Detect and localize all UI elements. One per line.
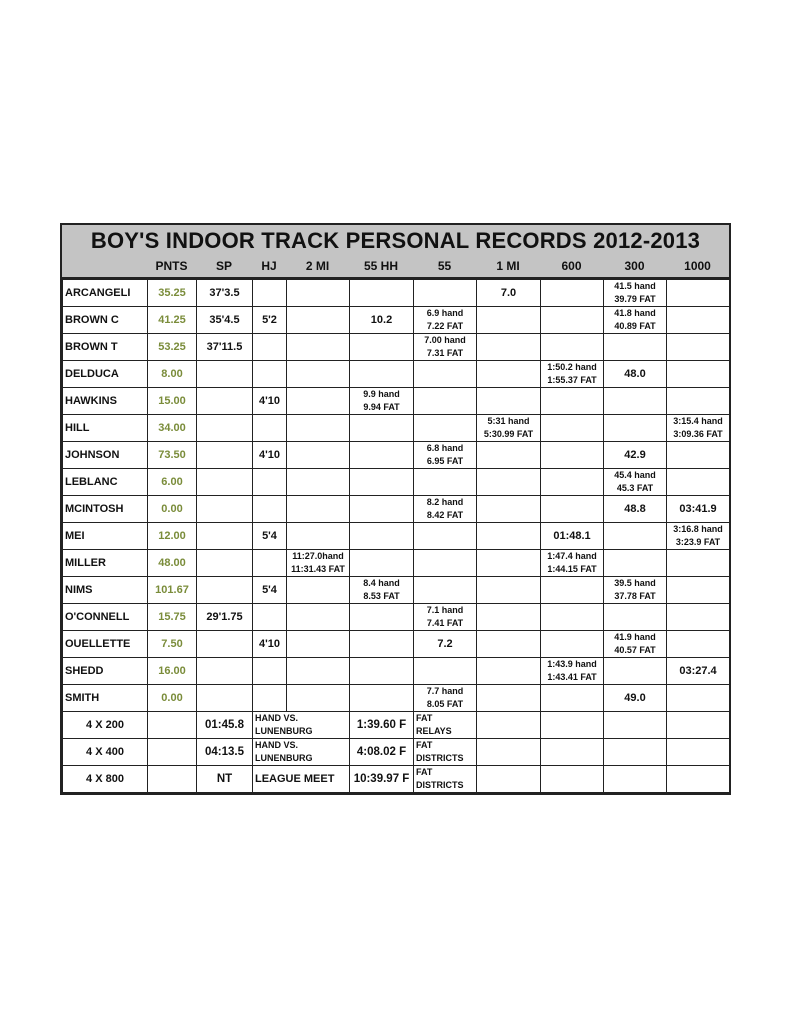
sheet-header [62, 225, 729, 279]
record-cell-m300: 49.0 [604, 685, 667, 712]
relay-fat-time: 10:39.97 F [350, 766, 414, 793]
record-cell-mi1 [477, 388, 541, 415]
empty-cell [541, 712, 604, 739]
record-cell-m1000 [667, 307, 730, 334]
record-cell-sp: 37'3.5 [197, 280, 253, 307]
record-cell-pnts: 15.00 [148, 388, 197, 415]
record-cell-mi2 [287, 469, 350, 496]
record-cell-m55: 6.9 hand 7.22 FAT [414, 307, 477, 334]
record-cell-m600 [541, 685, 604, 712]
empty-cell [477, 712, 541, 739]
empty-cell [541, 766, 604, 793]
relay-pnts [148, 739, 197, 766]
column-headers [62, 259, 729, 275]
athlete-name: DELDUCA [63, 361, 148, 388]
record-cell-mi1 [477, 334, 541, 361]
record-cell-m1000 [667, 604, 730, 631]
record-cell-mi1 [477, 685, 541, 712]
record-cell-pnts: 53.25 [148, 334, 197, 361]
record-cell-hj [253, 658, 287, 685]
record-cell-mi2 [287, 442, 350, 469]
relay-event: 4 X 800 [63, 766, 148, 793]
table-row [63, 631, 730, 658]
table-row [63, 496, 730, 523]
record-cell-m600 [541, 415, 604, 442]
empty-cell [604, 712, 667, 739]
record-cell-m55: 7.7 hand 8.05 FAT [414, 685, 477, 712]
record-cell-pnts: 15.75 [148, 604, 197, 631]
column-header: 55 [437, 259, 452, 273]
relay-fat-note: FAT RELAYS [414, 712, 477, 739]
record-cell-m600 [541, 604, 604, 631]
record-cell-pnts: 8.00 [148, 361, 197, 388]
relay-note: HAND VS. LUNENBURG [253, 739, 350, 766]
record-cell-sp [197, 469, 253, 496]
record-cell-m1000 [667, 361, 730, 388]
empty-cell [667, 766, 730, 793]
record-cell-hj: 5'4 [253, 577, 287, 604]
record-cell-m1000 [667, 469, 730, 496]
record-cell-m55: 7.2 [414, 631, 477, 658]
column-header: 1 MI [496, 259, 520, 273]
relay-event: 4 X 400 [63, 739, 148, 766]
relay-note: HAND VS. LUNENBURG [253, 712, 350, 739]
relay-row [63, 712, 730, 739]
record-cell-hj: 4'10 [253, 388, 287, 415]
record-cell-pnts: 0.00 [148, 685, 197, 712]
record-cell-hh55: 10.2 [350, 307, 414, 334]
empty-cell [667, 739, 730, 766]
record-cell-m1000: 3:16.8 hand 3:23.9 FAT [667, 523, 730, 550]
column-header: 2 MI [305, 259, 330, 273]
record-cell-mi2 [287, 415, 350, 442]
relay-pnts [148, 766, 197, 793]
record-cell-m55 [414, 280, 477, 307]
table-row [63, 415, 730, 442]
record-cell-hh55 [350, 415, 414, 442]
record-cell-sp [197, 523, 253, 550]
record-cell-m55 [414, 523, 477, 550]
record-cell-m600 [541, 442, 604, 469]
record-cell-mi1 [477, 469, 541, 496]
record-cell-m600 [541, 388, 604, 415]
record-cell-m300 [604, 604, 667, 631]
record-cell-m1000 [667, 577, 730, 604]
table-row [63, 523, 730, 550]
record-cell-m1000 [667, 685, 730, 712]
record-cell-mi1 [477, 604, 541, 631]
record-cell-hh55 [350, 469, 414, 496]
table-row [63, 280, 730, 307]
record-cell-mi1 [477, 631, 541, 658]
record-cell-m600 [541, 469, 604, 496]
record-cell-hj: 4'10 [253, 442, 287, 469]
record-cell-m1000 [667, 388, 730, 415]
record-cell-sp: 37'11.5 [197, 334, 253, 361]
records-table [62, 279, 730, 793]
record-cell-sp [197, 442, 253, 469]
record-cell-pnts: 12.00 [148, 523, 197, 550]
record-cell-hj [253, 550, 287, 577]
empty-cell [667, 712, 730, 739]
record-cell-m1000 [667, 442, 730, 469]
record-cell-m300 [604, 334, 667, 361]
record-cell-m300: 42.9 [604, 442, 667, 469]
record-cell-sp [197, 550, 253, 577]
record-cell-hh55: 8.4 hand 8.53 FAT [350, 577, 414, 604]
record-cell-hh55 [350, 496, 414, 523]
record-cell-m1000 [667, 280, 730, 307]
record-cell-m600 [541, 577, 604, 604]
record-cell-sp [197, 577, 253, 604]
athlete-name: HILL [63, 415, 148, 442]
record-cell-m1000 [667, 631, 730, 658]
record-cell-m55 [414, 550, 477, 577]
record-cell-mi2 [287, 523, 350, 550]
athlete-name: MEI [63, 523, 148, 550]
record-cell-m600 [541, 496, 604, 523]
empty-cell [541, 739, 604, 766]
empty-cell [604, 766, 667, 793]
record-cell-mi2 [287, 334, 350, 361]
record-cell-hh55 [350, 550, 414, 577]
athlete-name: JOHNSON [63, 442, 148, 469]
record-cell-mi2 [287, 280, 350, 307]
table-row [63, 577, 730, 604]
record-cell-m300 [604, 415, 667, 442]
record-cell-m55 [414, 388, 477, 415]
record-cell-m300: 41.9 hand 40.57 FAT [604, 631, 667, 658]
column-header: 600 [561, 259, 582, 273]
table-row [63, 388, 730, 415]
record-cell-hj: 4'10 [253, 631, 287, 658]
record-cell-sp [197, 388, 253, 415]
record-cell-mi1 [477, 307, 541, 334]
athlete-name: MILLER [63, 550, 148, 577]
record-cell-mi2 [287, 307, 350, 334]
athlete-name: BROWN T [63, 334, 148, 361]
record-cell-m1000 [667, 550, 730, 577]
record-cell-mi2: 11:27.0hand 11:31.43 FAT [287, 550, 350, 577]
record-cell-hj: 5'4 [253, 523, 287, 550]
record-cell-hj [253, 361, 287, 388]
table-row [63, 469, 730, 496]
relay-fat-time: 4:08.02 F [350, 739, 414, 766]
column-header: 55 HH [363, 259, 398, 273]
relay-fat-note: FAT DISTRICTS [414, 739, 477, 766]
record-cell-pnts: 35.25 [148, 280, 197, 307]
table-row [63, 442, 730, 469]
table-row [63, 658, 730, 685]
record-cell-m1000: 03:27.4 [667, 658, 730, 685]
record-cell-hh55 [350, 361, 414, 388]
record-cell-hj [253, 280, 287, 307]
table-row [63, 307, 730, 334]
record-cell-sp: 29'1.75 [197, 604, 253, 631]
record-cell-mi2 [287, 685, 350, 712]
record-cell-hh55 [350, 631, 414, 658]
record-cell-pnts: 16.00 [148, 658, 197, 685]
record-cell-m300 [604, 523, 667, 550]
empty-cell [477, 739, 541, 766]
record-cell-m600 [541, 334, 604, 361]
record-cell-m55 [414, 469, 477, 496]
record-cell-sp [197, 415, 253, 442]
record-cell-m55: 7.1 hand 7.41 FAT [414, 604, 477, 631]
record-cell-mi1 [477, 577, 541, 604]
record-cell-m1000 [667, 334, 730, 361]
column-header: SP [215, 259, 232, 273]
table-row [63, 685, 730, 712]
relay-row [63, 739, 730, 766]
record-cell-hj [253, 469, 287, 496]
record-cell-mi1 [477, 523, 541, 550]
record-cell-mi2 [287, 361, 350, 388]
record-cell-hh55 [350, 280, 414, 307]
record-cell-pnts: 48.00 [148, 550, 197, 577]
athlete-name: MCINTOSH [63, 496, 148, 523]
record-cell-m600: 1:43.9 hand 1:43.41 FAT [541, 658, 604, 685]
record-cell-m300 [604, 550, 667, 577]
table-row [63, 604, 730, 631]
record-cell-m1000: 3:15.4 hand 3:09.36 FAT [667, 415, 730, 442]
record-cell-hh55 [350, 334, 414, 361]
record-cell-hj [253, 496, 287, 523]
record-cell-hj [253, 415, 287, 442]
athlete-name: BROWN C [63, 307, 148, 334]
relay-time: 01:45.8 [197, 712, 253, 739]
record-cell-mi1: 5:31 hand 5:30.99 FAT [477, 415, 541, 442]
record-cell-mi2 [287, 604, 350, 631]
relay-event: 4 X 200 [63, 712, 148, 739]
relay-time: 04:13.5 [197, 739, 253, 766]
athlete-name: NIMS [63, 577, 148, 604]
record-cell-m600: 01:48.1 [541, 523, 604, 550]
record-cell-pnts: 0.00 [148, 496, 197, 523]
record-cell-hh55: 9.9 hand 9.94 FAT [350, 388, 414, 415]
athlete-name: OUELLETTE [63, 631, 148, 658]
record-cell-pnts: 73.50 [148, 442, 197, 469]
athlete-name: O'CONNELL [63, 604, 148, 631]
record-cell-hh55 [350, 523, 414, 550]
relay-row [63, 766, 730, 793]
record-cell-mi2 [287, 496, 350, 523]
record-cell-sp [197, 658, 253, 685]
record-cell-hj [253, 604, 287, 631]
record-cell-m55 [414, 415, 477, 442]
record-cell-pnts: 34.00 [148, 415, 197, 442]
records-sheet [60, 223, 731, 795]
record-cell-sp: 35'4.5 [197, 307, 253, 334]
record-cell-m300: 48.0 [604, 361, 667, 388]
record-cell-mi1 [477, 496, 541, 523]
record-cell-m300 [604, 658, 667, 685]
record-cell-m300: 41.5 hand 39.79 FAT [604, 280, 667, 307]
record-cell-m300: 39.5 hand 37.78 FAT [604, 577, 667, 604]
record-cell-hh55 [350, 685, 414, 712]
record-cell-m600 [541, 280, 604, 307]
athlete-name: SMITH [63, 685, 148, 712]
relay-time: NT [197, 766, 253, 793]
record-cell-pnts: 41.25 [148, 307, 197, 334]
column-header: 1000 [684, 259, 711, 273]
record-cell-m600: 1:50.2 hand 1:55.37 FAT [541, 361, 604, 388]
record-cell-hh55 [350, 604, 414, 631]
record-cell-mi1 [477, 658, 541, 685]
table-row [63, 361, 730, 388]
record-cell-hj: 5'2 [253, 307, 287, 334]
relay-note: LEAGUE MEET [253, 766, 350, 793]
record-cell-m55: 8.2 hand 8.42 FAT [414, 496, 477, 523]
athlete-name: SHEDD [63, 658, 148, 685]
athlete-name: ARCANGELI [63, 280, 148, 307]
record-cell-pnts: 7.50 [148, 631, 197, 658]
record-cell-hj [253, 334, 287, 361]
record-cell-sp [197, 361, 253, 388]
record-cell-m55 [414, 577, 477, 604]
record-cell-mi2 [287, 388, 350, 415]
record-cell-m300: 45.4 hand 45.3 FAT [604, 469, 667, 496]
relay-fat-time: 1:39.60 F [350, 712, 414, 739]
table-row [63, 550, 730, 577]
athlete-name: LEBLANC [63, 469, 148, 496]
record-cell-mi1 [477, 361, 541, 388]
record-cell-m600 [541, 307, 604, 334]
record-cell-m55 [414, 658, 477, 685]
empty-cell [604, 739, 667, 766]
record-cell-mi1 [477, 550, 541, 577]
record-cell-hj [253, 685, 287, 712]
record-cell-m55: 6.8 hand 6.95 FAT [414, 442, 477, 469]
record-cell-m600: 1:47.4 hand 1:44.15 FAT [541, 550, 604, 577]
record-cell-pnts: 6.00 [148, 469, 197, 496]
record-cell-mi2 [287, 631, 350, 658]
relay-pnts [148, 712, 197, 739]
table-row [63, 334, 730, 361]
record-cell-m1000: 03:41.9 [667, 496, 730, 523]
column-header: 300 [624, 259, 645, 273]
record-cell-m55 [414, 361, 477, 388]
record-cell-hh55 [350, 442, 414, 469]
record-cell-mi1: 7.0 [477, 280, 541, 307]
record-cell-sp [197, 496, 253, 523]
record-cell-hh55 [350, 658, 414, 685]
page-title: BOY'S INDOOR TRACK PERSONAL RECORDS 2012-2013 [90, 228, 701, 253]
relay-fat-note: FAT DISTRICTS [414, 766, 477, 793]
record-cell-m300: 41.8 hand 40.89 FAT [604, 307, 667, 334]
empty-cell [477, 766, 541, 793]
record-cell-sp [197, 685, 253, 712]
record-cell-mi1 [477, 442, 541, 469]
record-cell-m55: 7.00 hand 7.31 FAT [414, 334, 477, 361]
record-cell-m300: 48.8 [604, 496, 667, 523]
record-cell-m600 [541, 631, 604, 658]
record-cell-mi2 [287, 658, 350, 685]
athlete-name: HAWKINS [63, 388, 148, 415]
column-header: PNTS [155, 259, 188, 273]
record-cell-pnts: 101.67 [148, 577, 197, 604]
record-cell-m300 [604, 388, 667, 415]
record-cell-mi2 [287, 577, 350, 604]
record-cell-sp [197, 631, 253, 658]
column-header: HJ [261, 259, 277, 273]
